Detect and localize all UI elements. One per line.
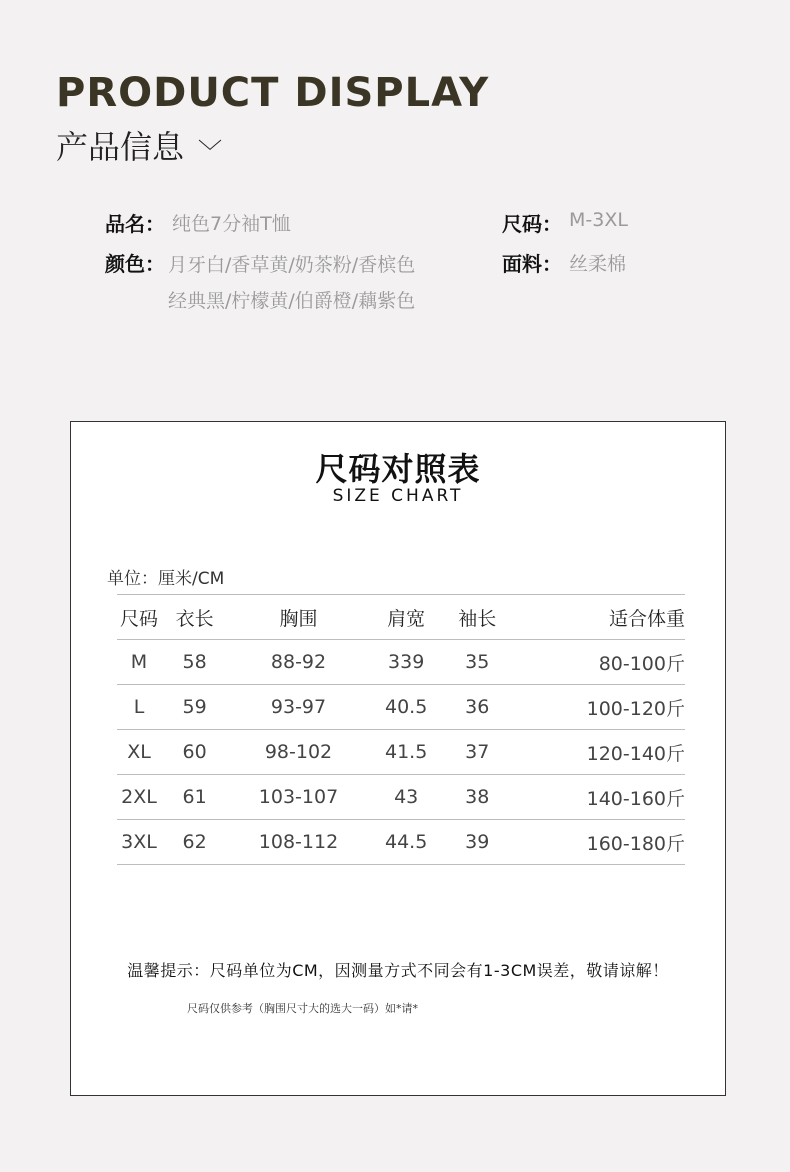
table-cell: L <box>117 685 161 730</box>
size-chart-subtitle: SIZE CHART <box>332 486 464 506</box>
table-row <box>117 775 685 820</box>
table-cell: 61 <box>161 775 228 820</box>
table-cell: 36 <box>444 685 511 730</box>
table-row <box>117 640 685 685</box>
table-cell: M <box>117 640 161 685</box>
chevron-down-icon: ﹀ <box>198 137 223 166</box>
table-cell: 103-107 <box>228 775 368 820</box>
table-cell: 88-92 <box>228 640 368 685</box>
table-cell: 160-180斤 <box>511 820 685 865</box>
table-cell: 39 <box>444 820 511 865</box>
size-small-note: 尺码仅供参考（胸围尺寸大的选大一码）如*请* <box>187 1002 418 1015</box>
size-notice: 温馨提示：尺码单位为CM，因测量方式不同会有1-3CM误差，敬请谅解！ <box>127 961 669 980</box>
table-cell: 120-140斤 <box>511 730 685 775</box>
spec-color-value-line1: 月牙白/香草黄/奶茶粉/香槟色 <box>168 254 416 276</box>
spec-size-value: M-3XL <box>569 209 628 231</box>
column-header: 尺码 <box>117 595 161 640</box>
table-cell: 339 <box>369 640 444 685</box>
spec-name-value: 纯色7分袖T恤 <box>172 213 291 235</box>
size-chart-title: 尺码对照表 <box>315 450 481 488</box>
spec-fabric-value: 丝柔棉 <box>569 253 627 275</box>
spec-color-label: 颜色： <box>105 252 165 276</box>
table-cell: 98-102 <box>228 730 368 775</box>
unit-label: 单位：厘米/CM <box>107 569 225 589</box>
column-header: 衣长 <box>161 595 228 640</box>
table-row <box>117 685 685 730</box>
table-cell: 3XL <box>117 820 161 865</box>
table-header-row <box>117 595 685 640</box>
table-cell: 108-112 <box>228 820 368 865</box>
spec-color-value-line2: 经典黑/柠檬黄/伯爵橙/藕紫色 <box>168 290 416 312</box>
table-cell: 62 <box>161 820 228 865</box>
spec-name-label: 品名： <box>105 212 165 236</box>
column-header: 适合体重 <box>511 595 685 640</box>
table-cell: 58 <box>161 640 228 685</box>
table-cell: 2XL <box>117 775 161 820</box>
column-header: 胸围 <box>228 595 368 640</box>
column-header: 肩宽 <box>369 595 444 640</box>
table-cell: 37 <box>444 730 511 775</box>
table-cell: 93-97 <box>228 685 368 730</box>
table-cell: 43 <box>369 775 444 820</box>
page-title-cn <box>56 122 222 168</box>
table-cell: 41.5 <box>369 730 444 775</box>
table-cell: 60 <box>161 730 228 775</box>
page-title-en: PRODUCT DISPLAY <box>56 70 490 116</box>
table-cell: 40.5 <box>369 685 444 730</box>
table-cell: 35 <box>444 640 511 685</box>
spec-fabric-label: 面料： <box>502 252 562 276</box>
table-cell: 59 <box>161 685 228 730</box>
page-title-cn-text: 产品信息 <box>56 128 185 166</box>
column-header: 袖长 <box>444 595 511 640</box>
spec-size-label: 尺码： <box>502 212 562 236</box>
size-table <box>117 594 685 865</box>
table-cell: 80-100斤 <box>511 640 685 685</box>
table-cell: XL <box>117 730 161 775</box>
table-cell: 38 <box>444 775 511 820</box>
table-row <box>117 820 685 865</box>
size-chart-panel <box>70 421 726 1096</box>
table-row <box>117 730 685 775</box>
table-cell: 100-120斤 <box>511 685 685 730</box>
table-cell: 44.5 <box>369 820 444 865</box>
table-cell: 140-160斤 <box>511 775 685 820</box>
